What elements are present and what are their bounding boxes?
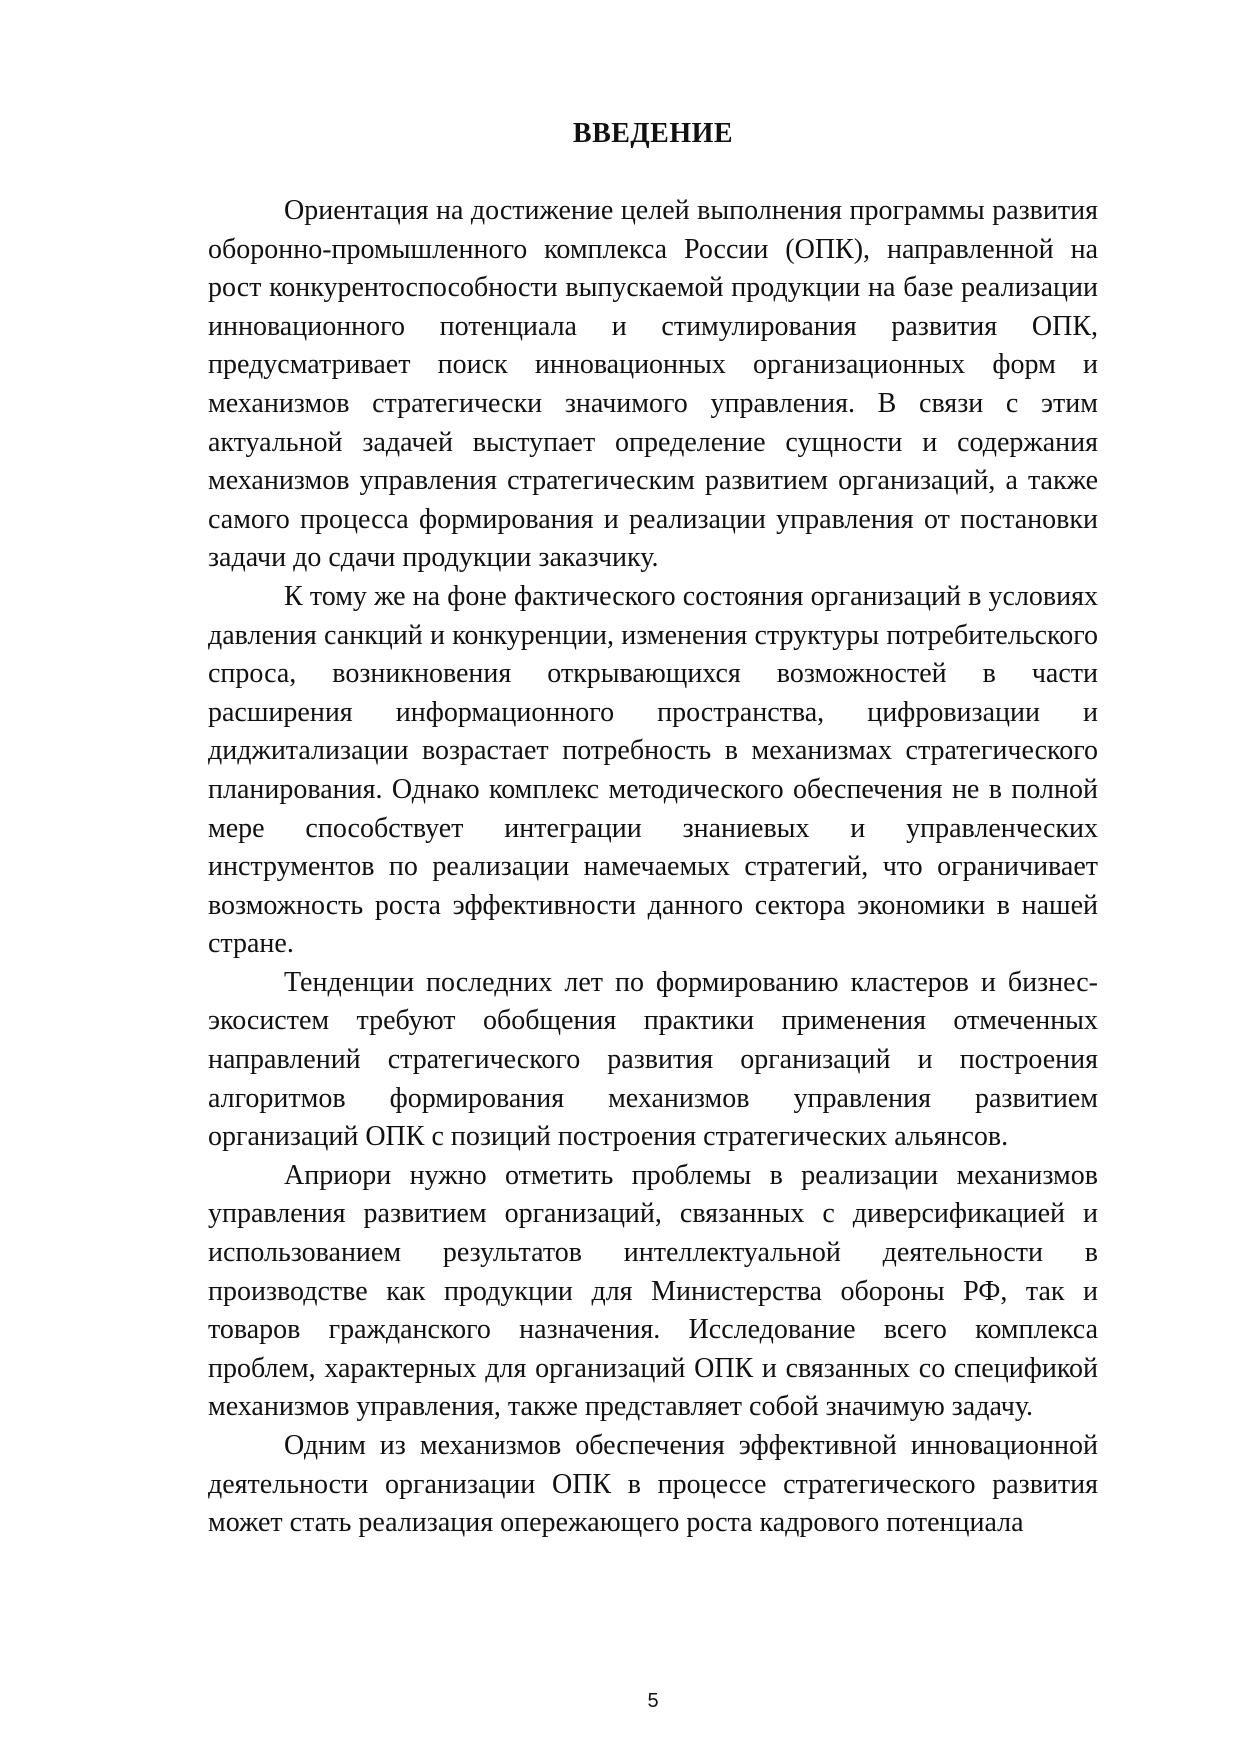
paragraph-5: Одним из механизмов обеспечения эффективной инновационной деятельности организации ОПК в процессе стратегического развития может стать реализация опережающего роста кадрового потенциала [208,1430,1098,1539]
paragraph-4: Априори нужно отметить проблемы в реализации механизмов управления развитием организаций, связанных с диверсификацией и использованием результатов интеллектуальной деятельности в производстве как продукции для Министерства обороны РФ, так и товаров гражданского назначения. Исследование всего комплекса проблем, характерных для организаций ОПК и связанных со спецификой механизмов управления, также представляет собой значимую задачу. [208,1159,1098,1423]
body-text [208,192,1098,1543]
page-number: 5 [647,1690,659,1712]
paragraph-3: Тенденции последних лет по формированию кластеров и бизнес-экосистем требуют обобщения практики применения отмеченных направлений стратегического развития организаций и построения алгоритмов формирования механизмов управления развитием организаций ОПК с позиций построения стратегических альянсов. [208,966,1098,1153]
page-title: ВВЕДЕНИЕ [572,118,734,149]
paragraph-2: К тому же на фоне фактического состояния организаций в условиях давления санкций и конкуренции, изменения структуры потребительского спроса, возникновения открывающихся возможностей в части расширения информационного пространства, цифровизации и диджитализации возрастает потребность в механизмах стратегического планирования. Однако комплекс методического обеспечения не в полной мере способствует интеграции знаниевых и управленческих инструментов по реализации намечаемых стратегий, что ограничивает возможность роста эффективности данного сектора экономики в нашей стране. [208,580,1098,960]
paragraph-1: Ориентация на достижение целей выполнения программы развития оборонно-промышленного комплекса России (ОПК), направленной на рост конкурентоспособности выпускаемой продукции на базе реализации инновационного потенциала и стимулирования развития ОПК, предусматривает поиск инновационных организационных форм и механизмов стратегически значимого управления. В связи с этим актуальной задачей выступает определение сущности и содержания механизмов управления стратегическим развитием организаций, а также самого процесса формирования и реализации управления от постановки задачи до сдачи продукции заказчику. [208,195,1098,574]
